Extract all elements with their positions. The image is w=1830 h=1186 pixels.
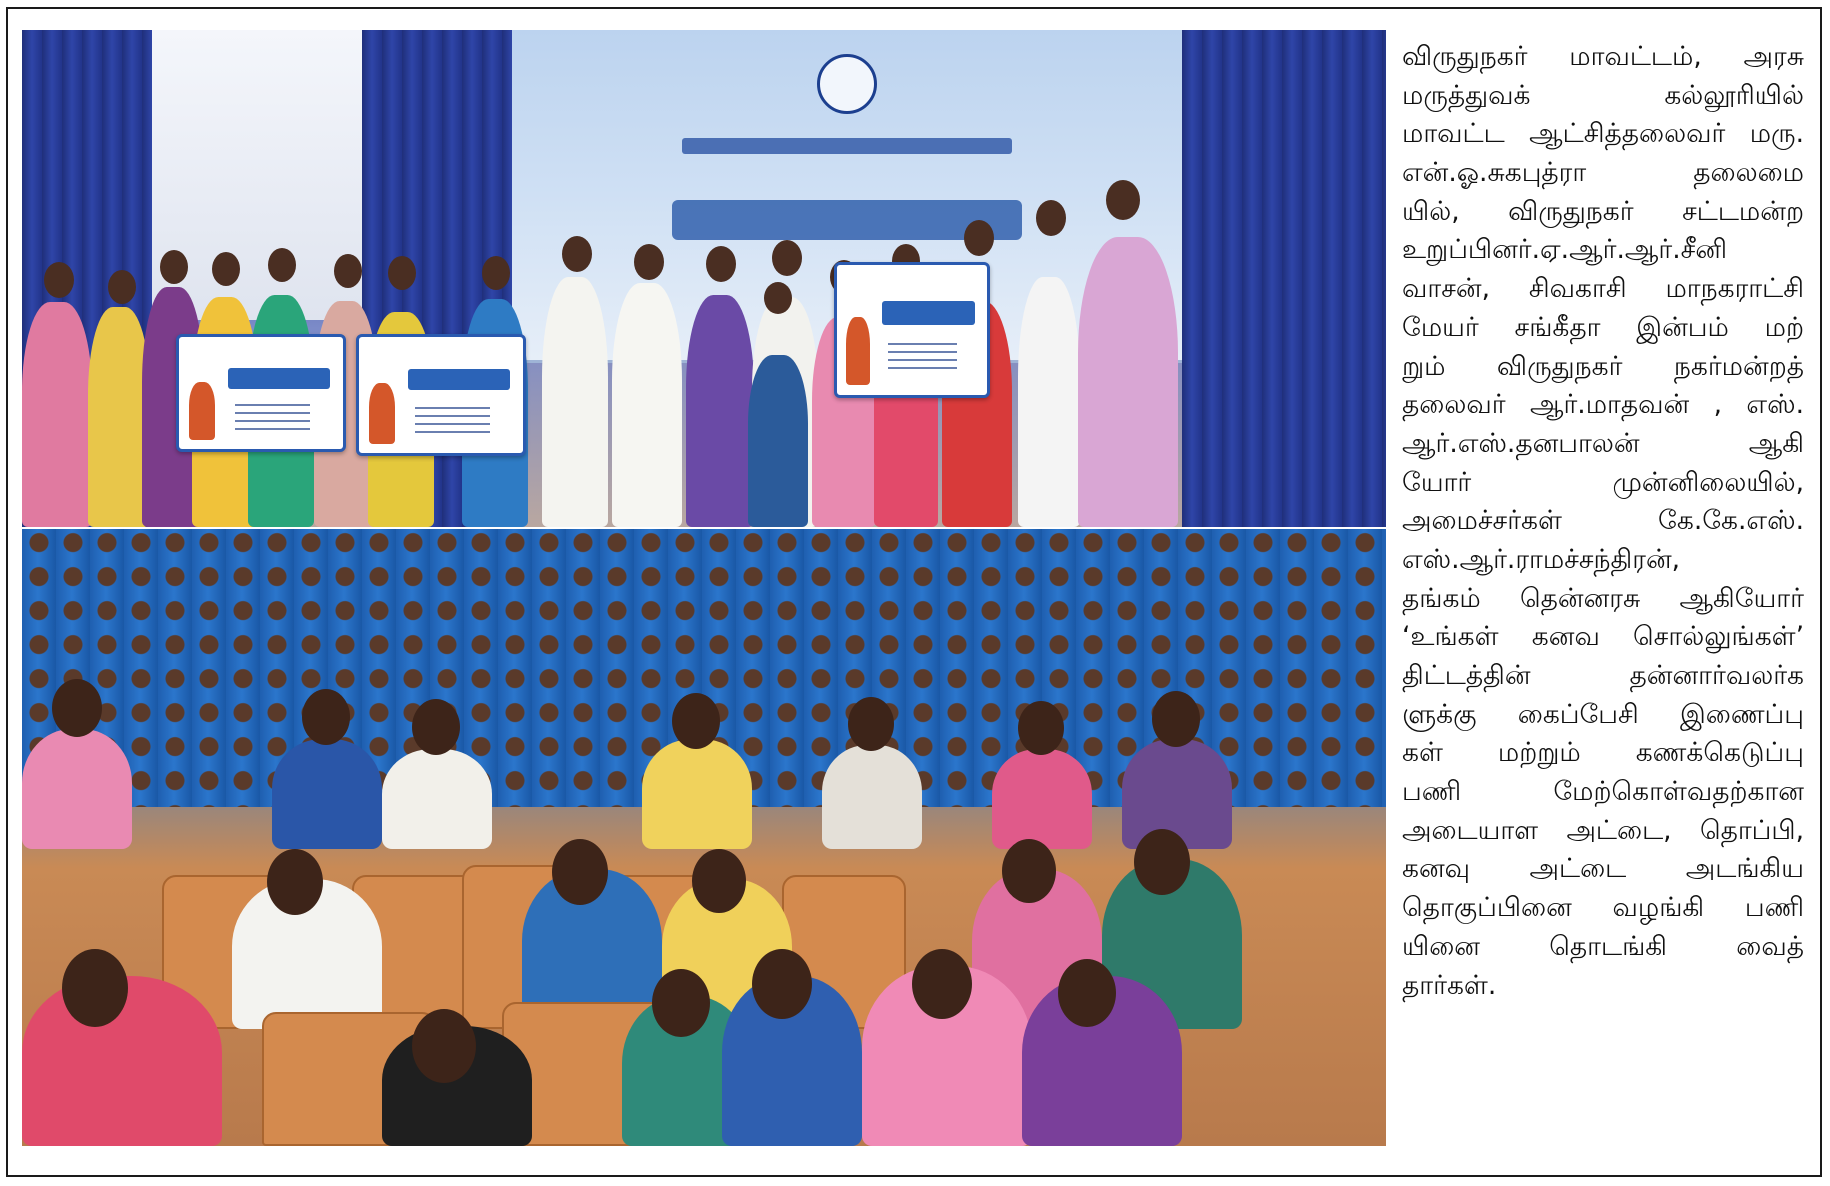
- article-line: கனவு அட்டை அடங்கிய: [1402, 853, 1804, 885]
- person: [542, 277, 608, 527]
- person-head: [706, 246, 736, 282]
- article-line: அமைச்சர்கள் கே.கே.எஸ்.: [1402, 505, 1804, 537]
- article-line: யோர் முன்னிலையில்,: [1402, 466, 1804, 498]
- stage-curtain-right: [1182, 30, 1386, 527]
- banner-heading-band: [408, 369, 510, 390]
- person-head: [108, 270, 136, 304]
- person-head: [964, 220, 994, 256]
- audience-member-head: [652, 969, 710, 1037]
- person: [1018, 277, 1080, 527]
- audience-member-head: [412, 699, 460, 755]
- article-line: மேயர் சங்கீதா இன்பம் மற்: [1402, 311, 1804, 343]
- audience-member-head: [1018, 701, 1064, 755]
- person-head: [634, 244, 664, 280]
- article-line: தங்கம் தென்னரசு ஆகியோர்: [1402, 582, 1804, 614]
- government-emblem-icon: [817, 54, 877, 114]
- article-line: தார்கள்.: [1402, 969, 1497, 1001]
- audience-member-head: [1058, 959, 1116, 1027]
- article-line: யில், விருதுநகர் சட்டமன்ற: [1402, 195, 1804, 227]
- person-head: [268, 248, 296, 282]
- person: [88, 307, 150, 527]
- person: [1078, 237, 1178, 527]
- person: [22, 302, 92, 527]
- audience-member-head: [1152, 691, 1200, 747]
- article-line: தொகுப்பினை வழங்கி பணி: [1402, 892, 1804, 924]
- audience-member-head: [1134, 829, 1190, 895]
- audience-member-head: [302, 689, 350, 745]
- backdrop-strip: [682, 138, 1012, 154]
- audience-member-head: [412, 1009, 476, 1083]
- volunteer-banner: [356, 334, 526, 456]
- audience-row: [22, 679, 1386, 849]
- audience-member-head: [848, 697, 894, 751]
- audience-member-head: [672, 693, 720, 749]
- banner-figure: [369, 383, 395, 443]
- article-line: உறுப்பினர்.ஏ.ஆர்.ஆர்.சீனி: [1402, 234, 1728, 266]
- person: [612, 283, 682, 527]
- audience-row: [22, 949, 1386, 1146]
- person-head: [482, 256, 510, 290]
- article-line: றும் விருதுநகர் நகர்மன்றத்: [1402, 350, 1804, 382]
- person: [686, 295, 754, 527]
- article-line: வாசன், சிவகாசி மாநகராட்சி: [1402, 273, 1804, 305]
- article-line: விருதுநகர் மாவட்டம், அரசு: [1402, 41, 1804, 72]
- banner-text-lines: [888, 343, 957, 374]
- person-head: [212, 252, 240, 286]
- audience-member-head: [912, 949, 972, 1019]
- audience-member-head: [752, 949, 812, 1019]
- volunteer-banner: [834, 262, 990, 398]
- article-line: ஆர்.எஸ்.தனபாலன் ஆகி: [1402, 427, 1804, 459]
- article-line: ளுக்கு கைப்பேசி இணைப்பு: [1402, 698, 1804, 730]
- volunteer-banner: [176, 334, 346, 452]
- person-head: [764, 282, 792, 314]
- article-line: என்.ஓ.சுகபுத்ரா தலைமை: [1402, 157, 1804, 189]
- audience-member-head: [62, 949, 128, 1027]
- article-line: எஸ்.ஆர்.ராமச்சந்திரன்,: [1402, 543, 1681, 575]
- article-line: கள் மற்றும் கணக்கெடுப்பு: [1402, 737, 1804, 769]
- person-head: [562, 236, 592, 272]
- news-article-text: [1402, 38, 1804, 1005]
- article-line: மாவட்ட ஆட்சித்தலைவர் மரு.: [1402, 118, 1804, 150]
- person-head: [388, 256, 416, 290]
- banner-heading-band: [228, 368, 330, 388]
- audience-photo: [22, 529, 1386, 1146]
- banner-text-lines: [415, 407, 490, 435]
- audience-member-head: [52, 679, 102, 737]
- person: [748, 355, 808, 527]
- stage-event-photo: [22, 30, 1386, 527]
- person-head: [1036, 200, 1066, 236]
- article-line: பணி மேற்கொள்வதற்கான: [1402, 776, 1804, 808]
- banner-figure: [189, 382, 215, 440]
- article-line: திட்டத்தின் தன்னார்வலர்க: [1402, 660, 1804, 691]
- person-head: [1106, 180, 1140, 220]
- article-line: மருத்துவக் கல்லூரியில்: [1402, 79, 1804, 111]
- audience-member-head: [552, 839, 608, 905]
- person-head: [772, 240, 802, 276]
- article-line: தலைவர் ஆர்.மாதவன் , எஸ்.: [1402, 389, 1804, 421]
- banner-heading-band: [882, 301, 975, 324]
- person-head: [334, 254, 362, 288]
- banner-text-lines: [235, 404, 310, 431]
- audience-member-head: [692, 849, 746, 913]
- audience-member-head: [1002, 839, 1056, 903]
- article-line: ‘உங்கள் கனவ சொல்லுங்கள்’: [1402, 621, 1804, 653]
- person-head: [44, 262, 74, 298]
- banner-figure: [846, 317, 870, 385]
- person-head: [160, 250, 188, 284]
- article-line: அடையாள அட்டை, தொப்பி,: [1402, 814, 1804, 846]
- audience-member-head: [267, 849, 323, 915]
- article-line: யினை தொடங்கி வைத்: [1402, 930, 1804, 962]
